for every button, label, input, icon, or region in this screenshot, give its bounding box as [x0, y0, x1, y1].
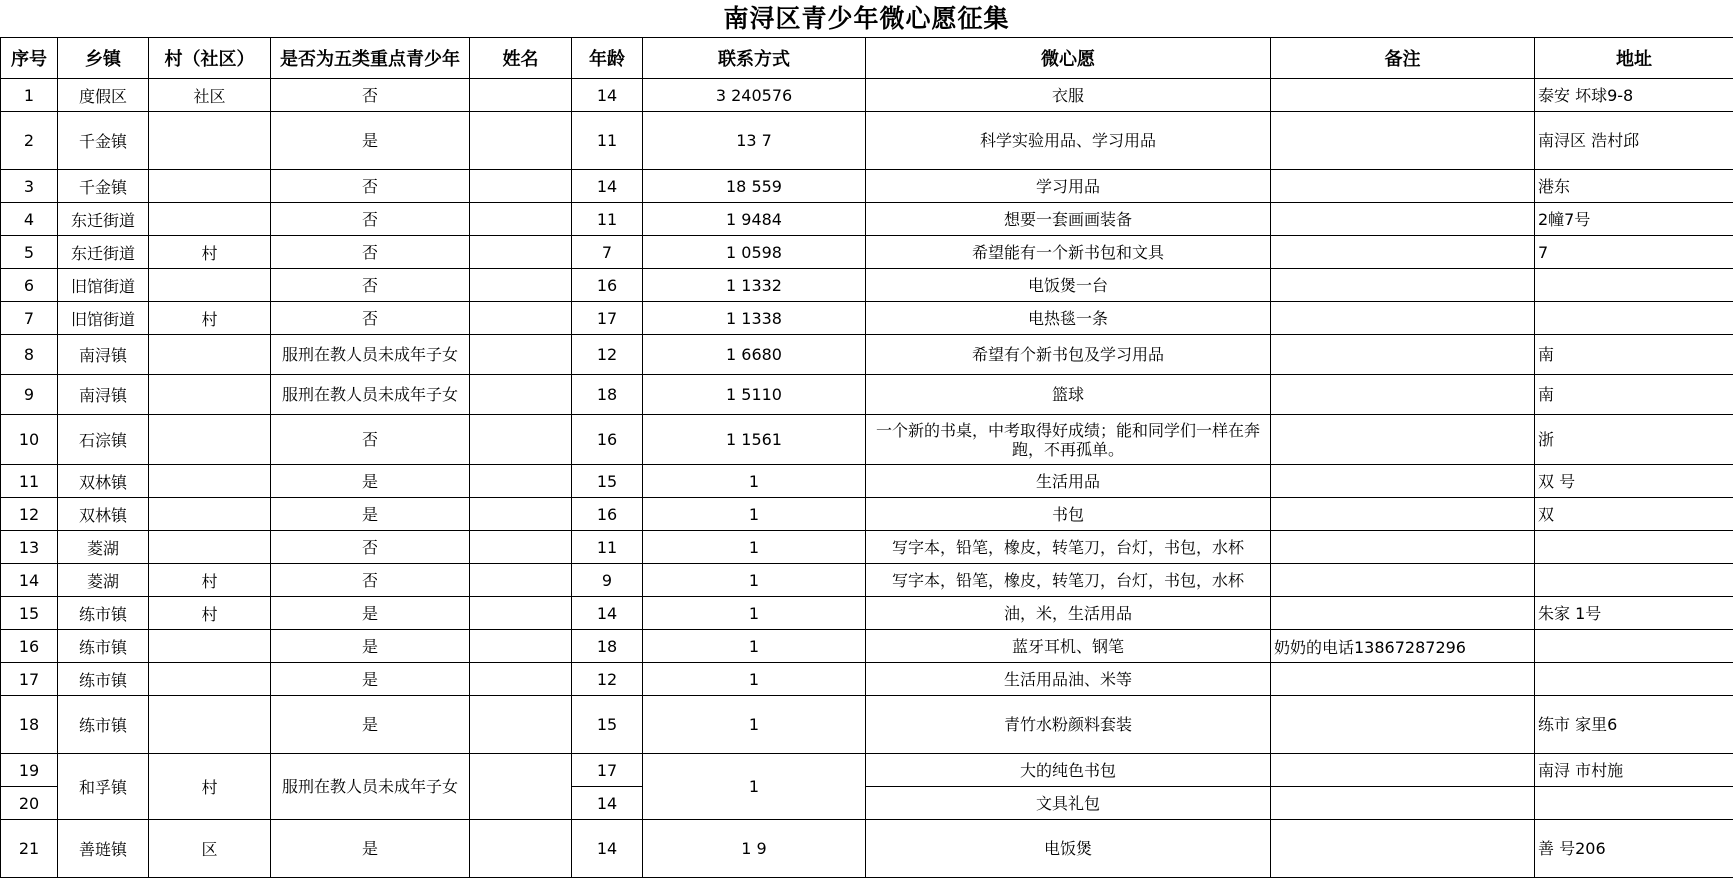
cell-age[interactable]: 15 — [572, 696, 643, 754]
cell-note[interactable] — [1271, 787, 1535, 820]
cell-age[interactable]: 14 — [572, 597, 643, 630]
cell-note[interactable] — [1271, 170, 1535, 203]
cell-town[interactable]: 旧馆街道 — [58, 302, 149, 335]
cell-key-youth[interactable]: 否 — [271, 170, 470, 203]
header-town[interactable]: 乡镇 — [58, 38, 149, 79]
cell-contact[interactable]: 1 — [643, 498, 866, 531]
cell-no[interactable]: 8 — [1, 335, 58, 375]
cell-age[interactable]: 16 — [572, 498, 643, 531]
cell-village[interactable] — [149, 531, 271, 564]
cell-wish[interactable]: 写字本，铅笔，橡皮，转笔刀，台灯，书包，水杯 — [866, 531, 1271, 564]
cell-age[interactable]: 11 — [572, 203, 643, 236]
table-row — [1, 302, 1733, 335]
cell-address[interactable]: 浙 — [1535, 415, 1733, 465]
cell-village[interactable] — [149, 170, 271, 203]
cell-name[interactable] — [470, 203, 572, 236]
table-row — [1, 170, 1733, 203]
cell-key-youth[interactable]: 否 — [271, 531, 470, 564]
table-row — [1, 498, 1733, 531]
cell-name[interactable] — [470, 465, 572, 498]
cell-age[interactable]: 14 — [572, 820, 643, 878]
cell-note[interactable] — [1271, 203, 1535, 236]
cell-no[interactable]: 19 — [1, 754, 58, 787]
cell-address[interactable]: 泰安 坏球9-8 — [1535, 79, 1733, 112]
cell-key-youth[interactable]: 是 — [271, 663, 470, 696]
cell-village[interactable] — [149, 269, 271, 302]
table-row — [1, 112, 1733, 170]
header-no[interactable]: 序号 — [1, 38, 58, 79]
cell-contact[interactable]: 1 9 — [643, 820, 866, 878]
cell-village[interactable]: 村 — [149, 597, 271, 630]
cell-key-youth[interactable]: 否 — [271, 415, 470, 465]
cell-address[interactable]: 南 — [1535, 375, 1733, 415]
cell-address[interactable]: 双 号 — [1535, 465, 1733, 498]
cell-key-youth[interactable]: 否 — [271, 79, 470, 112]
cell-contact[interactable]: 1 1561 — [643, 415, 866, 465]
cell-contact[interactable]: 1 — [643, 754, 866, 820]
cell-wish[interactable]: 衣服 — [866, 79, 1271, 112]
cell-contact[interactable]: 1 — [643, 564, 866, 597]
cell-village[interactable]: 村 — [149, 754, 271, 820]
cell-town[interactable]: 练市镇 — [58, 597, 149, 630]
cell-no[interactable]: 11 — [1, 465, 58, 498]
table-row — [1, 203, 1733, 236]
cell-town[interactable]: 菱湖 — [58, 564, 149, 597]
cell-town[interactable]: 和孚镇 — [58, 754, 149, 820]
cell-wish[interactable]: 文具礼包 — [866, 787, 1271, 820]
cell-town[interactable]: 善琏镇 — [58, 820, 149, 878]
table-row — [1, 415, 1733, 465]
cell-wish[interactable]: 油，米，生活用品 — [866, 597, 1271, 630]
cell-town[interactable]: 东迁街道 — [58, 203, 149, 236]
cell-address[interactable]: 朱家 1号 — [1535, 597, 1733, 630]
cell-contact[interactable]: 13 7 — [643, 112, 866, 170]
header-age[interactable]: 年龄 — [572, 38, 643, 79]
cell-address[interactable]: 南 — [1535, 335, 1733, 375]
cell-contact[interactable]: 1 — [643, 696, 866, 754]
cell-age[interactable]: 16 — [572, 415, 643, 465]
table-row — [1, 335, 1733, 375]
cell-name[interactable] — [470, 498, 572, 531]
cell-town[interactable]: 菱湖 — [58, 531, 149, 564]
cell-no[interactable]: 17 — [1, 663, 58, 696]
cell-age[interactable]: 14 — [572, 170, 643, 203]
cell-village[interactable]: 村 — [149, 564, 271, 597]
header-name[interactable]: 姓名 — [470, 38, 572, 79]
table-row — [1, 597, 1733, 630]
cell-key-youth[interactable]: 服刑在教人员未成年子女 — [271, 375, 470, 415]
cell-contact[interactable]: 1 0598 — [643, 236, 866, 269]
cell-wish[interactable]: 书包 — [866, 498, 1271, 531]
cell-no[interactable]: 2 — [1, 112, 58, 170]
cell-wish[interactable]: 想要一套画画装备 — [866, 203, 1271, 236]
cell-town[interactable]: 度假区 — [58, 79, 149, 112]
cell-village[interactable] — [149, 696, 271, 754]
cell-wish[interactable]: 希望能有一个新书包和文具 — [866, 236, 1271, 269]
cell-town[interactable]: 南浔镇 — [58, 335, 149, 375]
cell-name[interactable] — [470, 415, 572, 465]
cell-note[interactable]: 奶奶的电话13867287296 — [1271, 630, 1535, 663]
cell-age[interactable]: 17 — [572, 754, 643, 787]
sheet-title: 南浔区青少年微心愿征集 — [723, 4, 1010, 33]
cell-name[interactable] — [470, 597, 572, 630]
cell-village[interactable] — [149, 415, 271, 465]
cell-key-youth[interactable]: 是 — [271, 112, 470, 170]
cell-town[interactable]: 练市镇 — [58, 696, 149, 754]
cell-note[interactable] — [1271, 79, 1535, 112]
cell-wish[interactable]: 生活用品 — [866, 465, 1271, 498]
cell-name[interactable] — [470, 696, 572, 754]
cell-note[interactable] — [1271, 269, 1535, 302]
cell-village[interactable] — [149, 663, 271, 696]
cell-name[interactable] — [470, 531, 572, 564]
cell-wish[interactable]: 写字本，铅笔，橡皮，转笔刀，台灯，书包，水杯 — [866, 564, 1271, 597]
cell-village[interactable]: 区 — [149, 820, 271, 878]
cell-village[interactable] — [149, 335, 271, 375]
table-row — [1, 663, 1733, 696]
wish-table — [0, 37, 1733, 878]
cell-note[interactable] — [1271, 112, 1535, 170]
cell-name[interactable] — [470, 564, 572, 597]
cell-name[interactable] — [470, 170, 572, 203]
cell-contact[interactable]: 1 6680 — [643, 335, 866, 375]
cell-no[interactable]: 3 — [1, 170, 58, 203]
cell-no[interactable]: 10 — [1, 415, 58, 465]
cell-address[interactable] — [1535, 269, 1733, 302]
table-row — [1, 465, 1733, 498]
cell-no[interactable]: 6 — [1, 269, 58, 302]
cell-address[interactable]: 练市 家里6 — [1535, 696, 1733, 754]
cell-no[interactable]: 16 — [1, 630, 58, 663]
cell-no[interactable]: 5 — [1, 236, 58, 269]
cell-wish[interactable]: 大的纯色书包 — [866, 754, 1271, 787]
cell-age[interactable]: 12 — [572, 663, 643, 696]
cell-key-youth[interactable]: 否 — [271, 269, 470, 302]
cell-contact[interactable]: 1 — [643, 465, 866, 498]
cell-note[interactable] — [1271, 696, 1535, 754]
cell-wish[interactable]: 青竹水粉颜料套装 — [866, 696, 1271, 754]
cell-wish[interactable]: 科学实验用品、学习用品 — [866, 112, 1271, 170]
cell-age[interactable]: 18 — [572, 630, 643, 663]
cell-note[interactable] — [1271, 465, 1535, 498]
cell-name[interactable] — [470, 630, 572, 663]
table-row — [1, 754, 1733, 787]
cell-address[interactable]: 港东 — [1535, 170, 1733, 203]
table-row — [1, 375, 1733, 415]
cell-age[interactable]: 14 — [572, 79, 643, 112]
cell-address[interactable]: 7 — [1535, 236, 1733, 269]
cell-key-youth[interactable]: 是 — [271, 465, 470, 498]
cell-address[interactable] — [1535, 663, 1733, 696]
cell-contact[interactable]: 1 — [643, 531, 866, 564]
cell-age[interactable]: 15 — [572, 465, 643, 498]
cell-village[interactable]: 社区 — [149, 79, 271, 112]
cell-contact[interactable]: 18 559 — [643, 170, 866, 203]
cell-no[interactable]: 14 — [1, 564, 58, 597]
cell-address[interactable] — [1535, 302, 1733, 335]
header-contact[interactable]: 联系方式 — [643, 38, 866, 79]
cell-age[interactable]: 11 — [572, 531, 643, 564]
header-note[interactable]: 备注 — [1271, 38, 1535, 79]
cell-name[interactable] — [470, 79, 572, 112]
cell-village[interactable] — [149, 203, 271, 236]
cell-no[interactable]: 4 — [1, 203, 58, 236]
cell-town[interactable]: 千金镇 — [58, 170, 149, 203]
cell-town[interactable]: 东迁街道 — [58, 236, 149, 269]
cell-note[interactable] — [1271, 754, 1535, 787]
cell-age[interactable]: 12 — [572, 335, 643, 375]
cell-no[interactable]: 18 — [1, 696, 58, 754]
cell-contact[interactable]: 1 9484 — [643, 203, 866, 236]
cell-village[interactable] — [149, 375, 271, 415]
cell-contact[interactable]: 1 — [643, 663, 866, 696]
cell-address[interactable] — [1535, 531, 1733, 564]
cell-name[interactable] — [470, 375, 572, 415]
cell-town[interactable]: 练市镇 — [58, 630, 149, 663]
cell-note[interactable] — [1271, 375, 1535, 415]
cell-village[interactable] — [149, 498, 271, 531]
table-row — [1, 630, 1733, 663]
cell-town[interactable]: 练市镇 — [58, 663, 149, 696]
cell-name[interactable] — [470, 302, 572, 335]
cell-contact[interactable]: 1 5110 — [643, 375, 866, 415]
cell-no[interactable]: 1 — [1, 79, 58, 112]
cell-note[interactable] — [1271, 531, 1535, 564]
cell-key-youth[interactable]: 否 — [271, 203, 470, 236]
cell-note[interactable] — [1271, 820, 1535, 878]
cell-village[interactable]: 村 — [149, 236, 271, 269]
cell-key-youth[interactable]: 是 — [271, 820, 470, 878]
cell-name[interactable] — [470, 335, 572, 375]
cell-contact[interactable]: 1 1338 — [643, 302, 866, 335]
cell-address[interactable] — [1535, 787, 1733, 820]
cell-note[interactable] — [1271, 415, 1535, 465]
cell-key-youth[interactable]: 服刑在教人员未成年子女 — [271, 754, 470, 820]
cell-note[interactable] — [1271, 335, 1535, 375]
cell-name[interactable] — [470, 269, 572, 302]
cell-name[interactable] — [470, 754, 572, 820]
header-key-youth[interactable]: 是否为五类重点青少年 — [271, 38, 470, 79]
cell-address[interactable]: 双 — [1535, 498, 1733, 531]
cell-wish[interactable]: 希望有个新书包及学习用品 — [866, 335, 1271, 375]
cell-no[interactable]: 15 — [1, 597, 58, 630]
cell-no[interactable]: 13 — [1, 531, 58, 564]
cell-wish[interactable]: 电饭煲 — [866, 820, 1271, 878]
cell-key-youth[interactable]: 否 — [271, 302, 470, 335]
cell-village[interactable] — [149, 112, 271, 170]
cell-name[interactable] — [470, 236, 572, 269]
header-row — [1, 38, 1733, 79]
cell-village[interactable]: 村 — [149, 302, 271, 335]
table-row — [1, 531, 1733, 564]
cell-contact[interactable]: 1 — [643, 630, 866, 663]
cell-age[interactable]: 7 — [572, 236, 643, 269]
cell-note[interactable] — [1271, 564, 1535, 597]
table-row — [1, 79, 1733, 112]
cell-wish[interactable]: 电热毯一条 — [866, 302, 1271, 335]
cell-contact[interactable]: 1 1332 — [643, 269, 866, 302]
cell-town[interactable]: 双林镇 — [58, 465, 149, 498]
table-row — [1, 236, 1733, 269]
cell-town[interactable]: 千金镇 — [58, 112, 149, 170]
table-row — [1, 820, 1733, 878]
cell-note[interactable] — [1271, 302, 1535, 335]
cell-address[interactable]: 善 号206 — [1535, 820, 1733, 878]
cell-village[interactable] — [149, 630, 271, 663]
cell-age[interactable]: 9 — [572, 564, 643, 597]
cell-address[interactable]: 2幢7号 — [1535, 203, 1733, 236]
cell-town[interactable]: 旧馆街道 — [58, 269, 149, 302]
header-village[interactable]: 村（社区） — [149, 38, 271, 79]
table-row — [1, 269, 1733, 302]
cell-key-youth[interactable]: 是 — [271, 696, 470, 754]
cell-address[interactable]: 南浔 市村施 — [1535, 754, 1733, 787]
cell-address[interactable]: 南浔区 浩村邱 — [1535, 112, 1733, 170]
cell-wish[interactable]: 生活用品油、米等 — [866, 663, 1271, 696]
cell-key-youth[interactable]: 是 — [271, 597, 470, 630]
cell-name[interactable] — [470, 112, 572, 170]
cell-wish[interactable]: 学习用品 — [866, 170, 1271, 203]
cell-key-youth[interactable]: 是 — [271, 630, 470, 663]
cell-wish[interactable]: 一个新的书桌，中考取得好成绩；能和同学们一样在奔跑，不再孤单。 — [866, 415, 1271, 465]
cell-town[interactable]: 南浔镇 — [58, 375, 149, 415]
cell-contact[interactable]: 1 — [643, 597, 866, 630]
cell-address[interactable] — [1535, 564, 1733, 597]
cell-note[interactable] — [1271, 498, 1535, 531]
cell-age[interactable]: 14 — [572, 787, 643, 820]
cell-age[interactable]: 11 — [572, 112, 643, 170]
cell-name[interactable] — [470, 820, 572, 878]
cell-key-youth[interactable]: 是 — [271, 498, 470, 531]
cell-wish[interactable]: 蓝牙耳机、钢笔 — [866, 630, 1271, 663]
cell-town[interactable]: 石淙镇 — [58, 415, 149, 465]
cell-name[interactable] — [470, 663, 572, 696]
cell-no[interactable]: 21 — [1, 820, 58, 878]
cell-wish[interactable]: 电饭煲一台 — [866, 269, 1271, 302]
header-wish[interactable]: 微心愿 — [866, 38, 1271, 79]
cell-wish[interactable]: 篮球 — [866, 375, 1271, 415]
cell-no[interactable]: 20 — [1, 787, 58, 820]
cell-note[interactable] — [1271, 236, 1535, 269]
cell-address[interactable] — [1535, 630, 1733, 663]
cell-note[interactable] — [1271, 597, 1535, 630]
cell-note[interactable] — [1271, 663, 1535, 696]
header-address[interactable]: 地址 — [1535, 38, 1733, 79]
cell-contact[interactable]: 3 240576 — [643, 79, 866, 112]
table-row — [1, 564, 1733, 597]
cell-age[interactable]: 16 — [572, 269, 643, 302]
cell-key-youth[interactable]: 否 — [271, 236, 470, 269]
table-row — [1, 696, 1733, 754]
cell-town[interactable]: 双林镇 — [58, 498, 149, 531]
cell-key-youth[interactable]: 否 — [271, 564, 470, 597]
cell-age[interactable]: 18 — [572, 375, 643, 415]
cell-no[interactable]: 12 — [1, 498, 58, 531]
cell-age[interactable]: 17 — [572, 302, 643, 335]
cell-no[interactable]: 9 — [1, 375, 58, 415]
cell-no[interactable]: 7 — [1, 302, 58, 335]
cell-key-youth[interactable]: 服刑在教人员未成年子女 — [271, 335, 470, 375]
cell-village[interactable] — [149, 465, 271, 498]
